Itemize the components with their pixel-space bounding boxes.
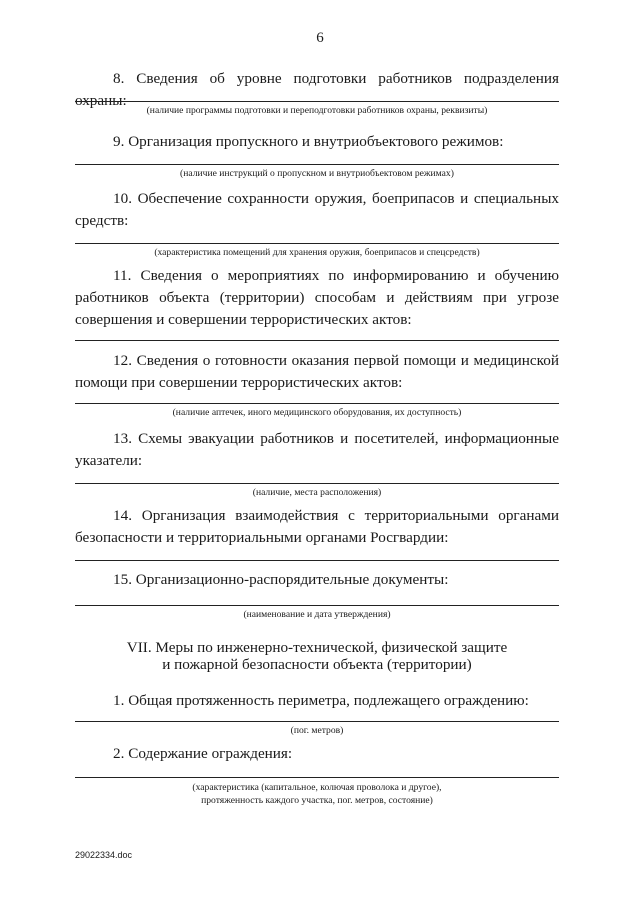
item-13-note: (наличие, места расположения) — [252, 487, 382, 498]
item-9-note: (наличие инструкций о пропускном и внутриобъектовом режимах) — [180, 168, 454, 179]
item-8-note: (наличие программы подготовки и переподготовки работников охраны, реквизиты) — [146, 105, 488, 116]
section-title-line-2: и пожарной безопасности объекта (территории) — [162, 656, 472, 673]
section-item-2-note — [75, 781, 559, 807]
item-15-note: (наименование и дата утверждения) — [243, 609, 391, 620]
item-11-text: 11. Сведения о мероприятиях по информированию и обучению работников объекта (территории) способам и действиям при угрозе совершения и совершении террористических актов: — [75, 267, 559, 328]
page-number: 6 — [316, 30, 324, 46]
item-10-note: (характеристика помещений для хранения оружия, боеприпасов и спецсредств) — [154, 247, 480, 258]
item-15-text: 15. Организационно-распорядительные документы: — [113, 571, 449, 588]
fill-line-section-2 — [75, 777, 559, 778]
section-item-2-text: 2. Содержание ограждения: — [113, 745, 293, 762]
item-8-text: 8. Сведения об уровне подготовки работников подразделения охраны: — [75, 70, 559, 109]
fill-line-9 — [75, 164, 559, 165]
item-12-note: (наличие аптечек, иного медицинского оборудования, их доступность) — [172, 407, 462, 418]
section-item-2-note-line-2: протяженность каждого участка, пог. метров, состояние) — [201, 795, 433, 806]
item-13-text: 13. Схемы эвакуации работников и посетителей, информационные указатели: — [75, 430, 559, 469]
fill-line-11 — [75, 340, 559, 341]
fill-line-10 — [75, 243, 559, 244]
item-14-text: 14. Организация взаимодействия с территориальными органами безопасности и территориальными органами Росгвардии: — [75, 507, 559, 546]
fill-line-section-1 — [75, 721, 559, 722]
item-9-text: 9. Организация пропускного и внутриобъектового режимов: — [113, 133, 504, 150]
section-item-1-text: 1. Общая протяженность периметра, подлежащего ограждению: — [113, 692, 529, 709]
fill-line-12 — [75, 403, 559, 404]
fill-line-8 — [75, 101, 559, 102]
section-title-line-1: VII. Меры по инженерно-технической, физической защите — [126, 639, 508, 656]
item-12-text: 12. Сведения о готовности оказания первой помощи и медицинской помощи при совершении террористических актов: — [75, 352, 559, 391]
section-item-1-note: (пог. метров) — [290, 725, 344, 736]
file-name-footer: 29022334.doc — [75, 850, 133, 860]
item-10-text: 10. Обеспечение сохранности оружия, боеприпасов и специальных средств: — [75, 190, 559, 229]
fill-line-15 — [75, 605, 559, 606]
fill-line-14 — [75, 560, 559, 561]
fill-line-13 — [75, 483, 559, 484]
section-item-2-note-line-1: (характеристика (капитальное, колючая проволока и другое), — [192, 782, 442, 793]
